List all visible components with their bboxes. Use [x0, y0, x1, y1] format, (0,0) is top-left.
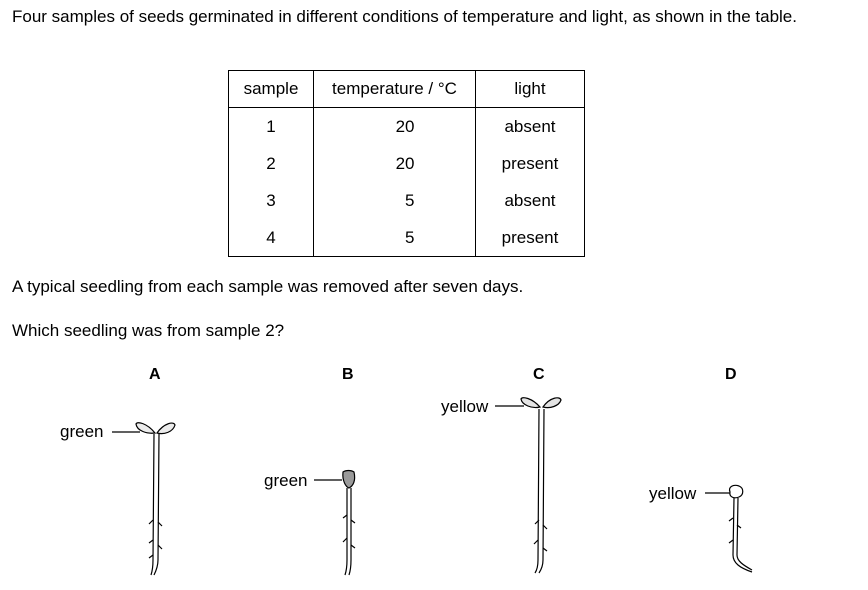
label-c-yellow: yellow — [441, 397, 489, 416]
option-a-letter[interactable]: A — [149, 366, 161, 383]
seedling-d[interactable] — [705, 485, 752, 572]
seedling-c[interactable] — [495, 398, 561, 573]
seedling-a[interactable] — [112, 423, 175, 575]
cell-light: present — [476, 145, 585, 182]
cell-light: absent — [476, 182, 585, 219]
cell-sample: 2 — [229, 145, 314, 182]
question-text: Which seedling was from sample 2? — [12, 321, 285, 340]
header-light: light — [476, 71, 585, 108]
label-b-green: green — [264, 471, 308, 490]
cell-temperature: 5 — [314, 219, 476, 257]
cell-light: present — [476, 219, 585, 257]
option-c-letter[interactable]: C — [533, 366, 545, 383]
option-d-letter[interactable]: D — [725, 366, 737, 383]
cell-sample: 1 — [229, 108, 314, 146]
cell-temperature: 20 — [314, 145, 476, 182]
seedling-b[interactable] — [314, 471, 355, 576]
label-a-green: green — [60, 422, 104, 441]
cell-sample: 4 — [229, 219, 314, 257]
question-intro: Four samples of seeds germinated in different conditions of temperature and light, as shown in the table. — [12, 7, 797, 26]
option-b-letter[interactable]: B — [342, 366, 354, 383]
cell-temperature: 20 — [314, 108, 476, 146]
header-sample: sample — [229, 71, 314, 108]
header-temperature: temperature / °C — [314, 71, 476, 108]
statement-text: A typical seedling from each sample was removed after seven days. — [12, 277, 524, 296]
cell-temperature: 5 — [314, 182, 476, 219]
cell-light: absent — [476, 108, 585, 146]
label-d-yellow: yellow — [649, 484, 697, 503]
cell-sample: 3 — [229, 182, 314, 219]
